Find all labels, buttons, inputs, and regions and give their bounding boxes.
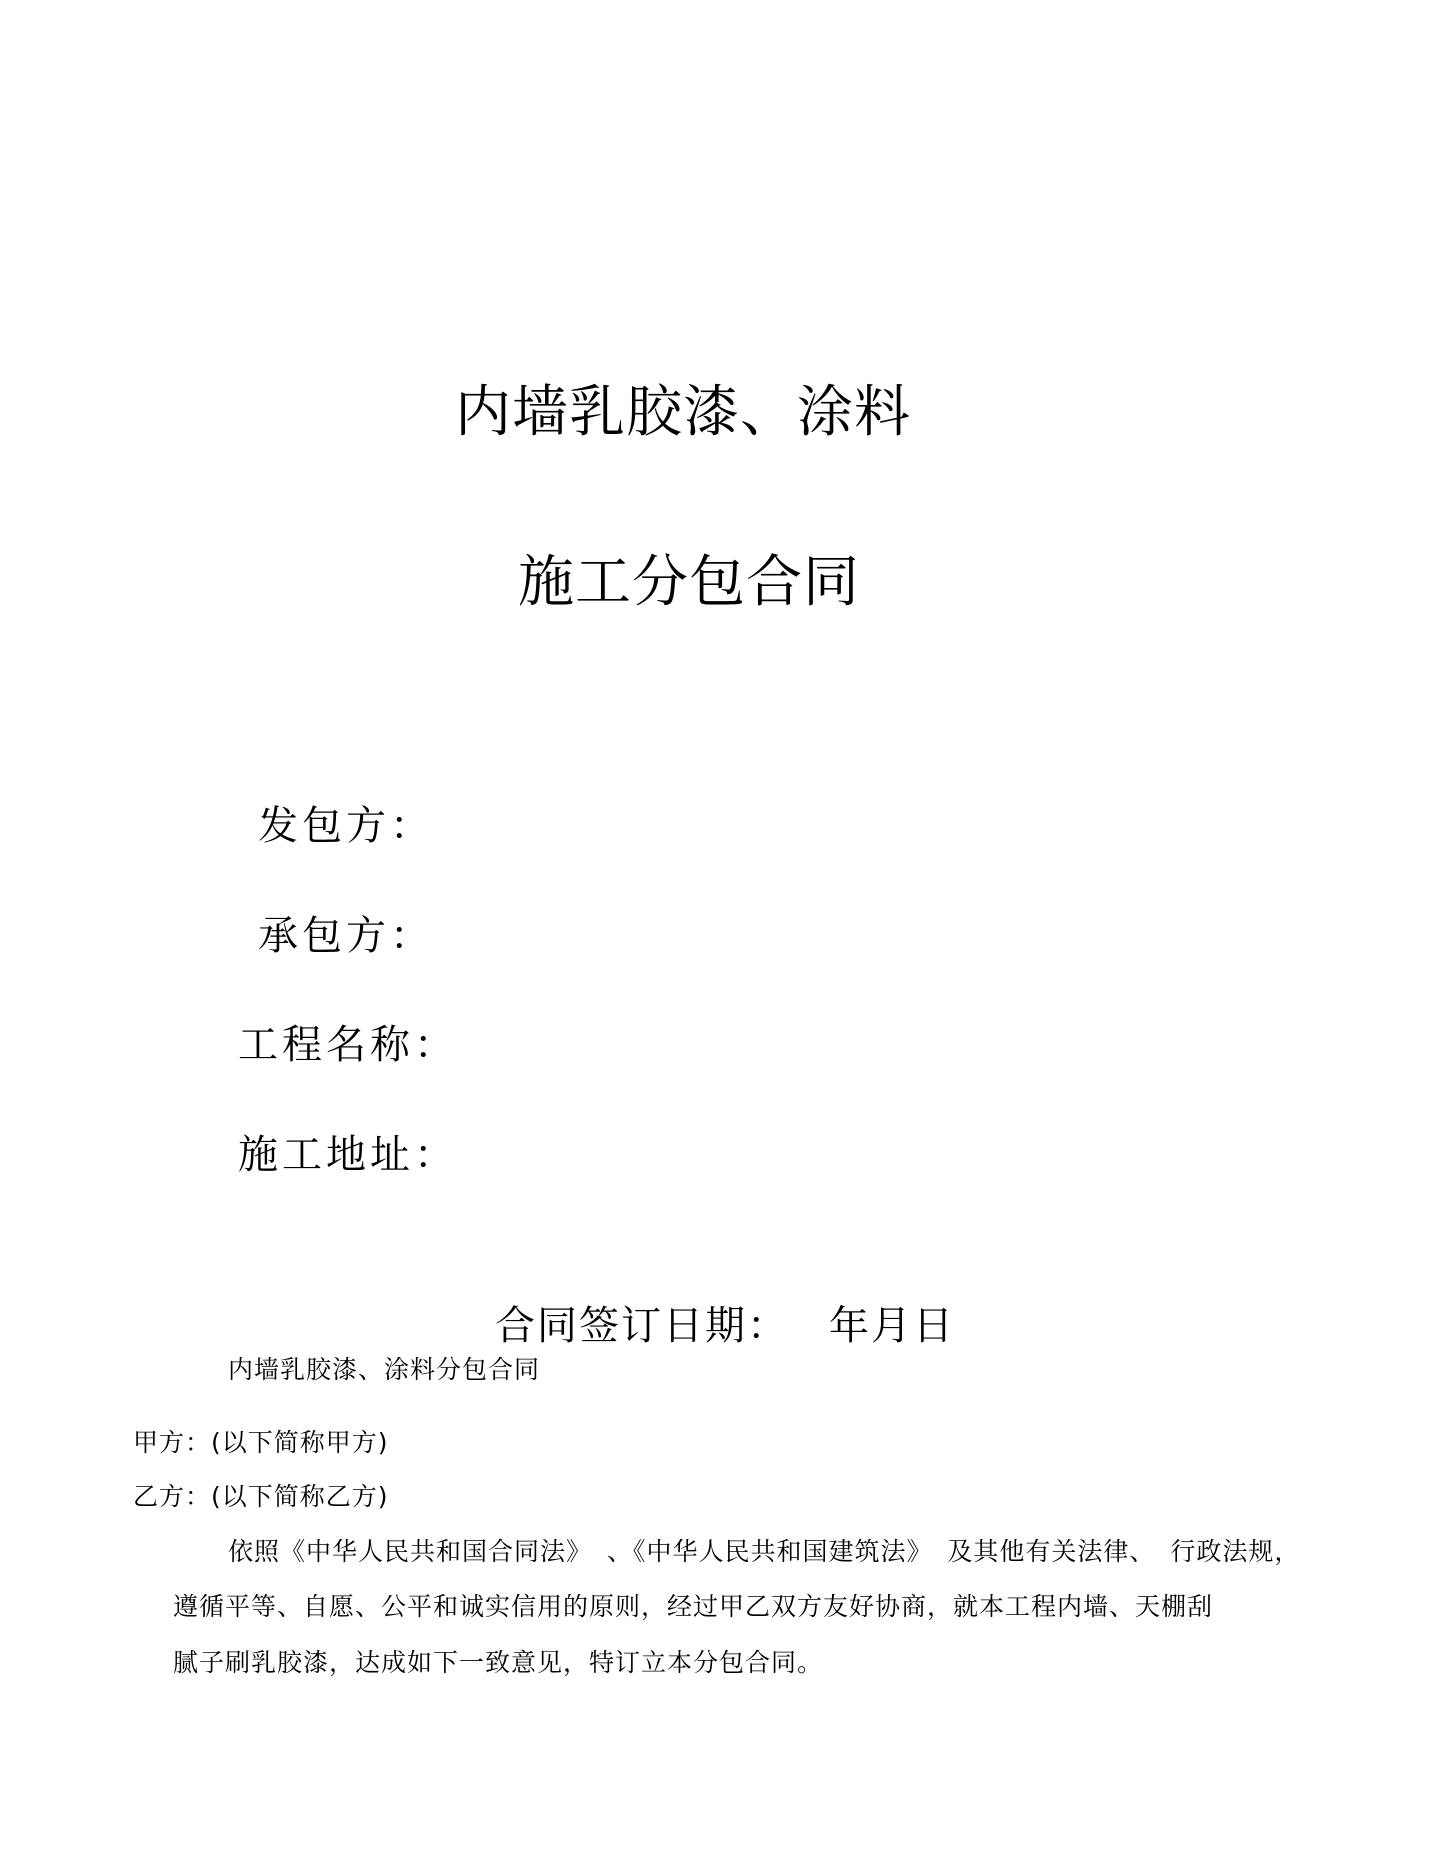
paragraph-line: 腻子刷乳胶漆，达成如下一致意见，特订立本分包合同。: [173, 1648, 824, 1677]
cover-title-line-2: 施工分包合同: [518, 550, 860, 615]
signing-date-label: 合同签订日期：: [495, 1303, 789, 1349]
paragraph-line: 依照《中华人民共和国合同法》 、《中华人民共和国建筑法》 及其他有关法律、 行政法规，: [228, 1537, 1301, 1566]
signing-date-value: 年月日: [829, 1303, 955, 1349]
field-label-employer: 发包方：: [258, 803, 434, 849]
cover-title-line-1: 内墙乳胶漆、涂料: [455, 380, 911, 445]
party-b-line: 乙方：(以下简称乙方): [133, 1482, 389, 1511]
field-label-contractor: 承包方：: [258, 913, 434, 959]
contract-subtitle: 内墙乳胶漆、涂料分包合同: [228, 1355, 541, 1384]
field-label-project-name: 工程名称：: [238, 1022, 458, 1068]
paragraph-line: 遵循平等、自愿、公平和诚实信用的原则，经过甲乙双方友好协商，就本工程内墙、天棚刮: [173, 1592, 1214, 1621]
signing-date: [495, 1303, 955, 1349]
party-a-line: 甲方：(以下简称甲方): [133, 1428, 389, 1457]
field-label-site-address: 施工地址：: [238, 1132, 458, 1178]
